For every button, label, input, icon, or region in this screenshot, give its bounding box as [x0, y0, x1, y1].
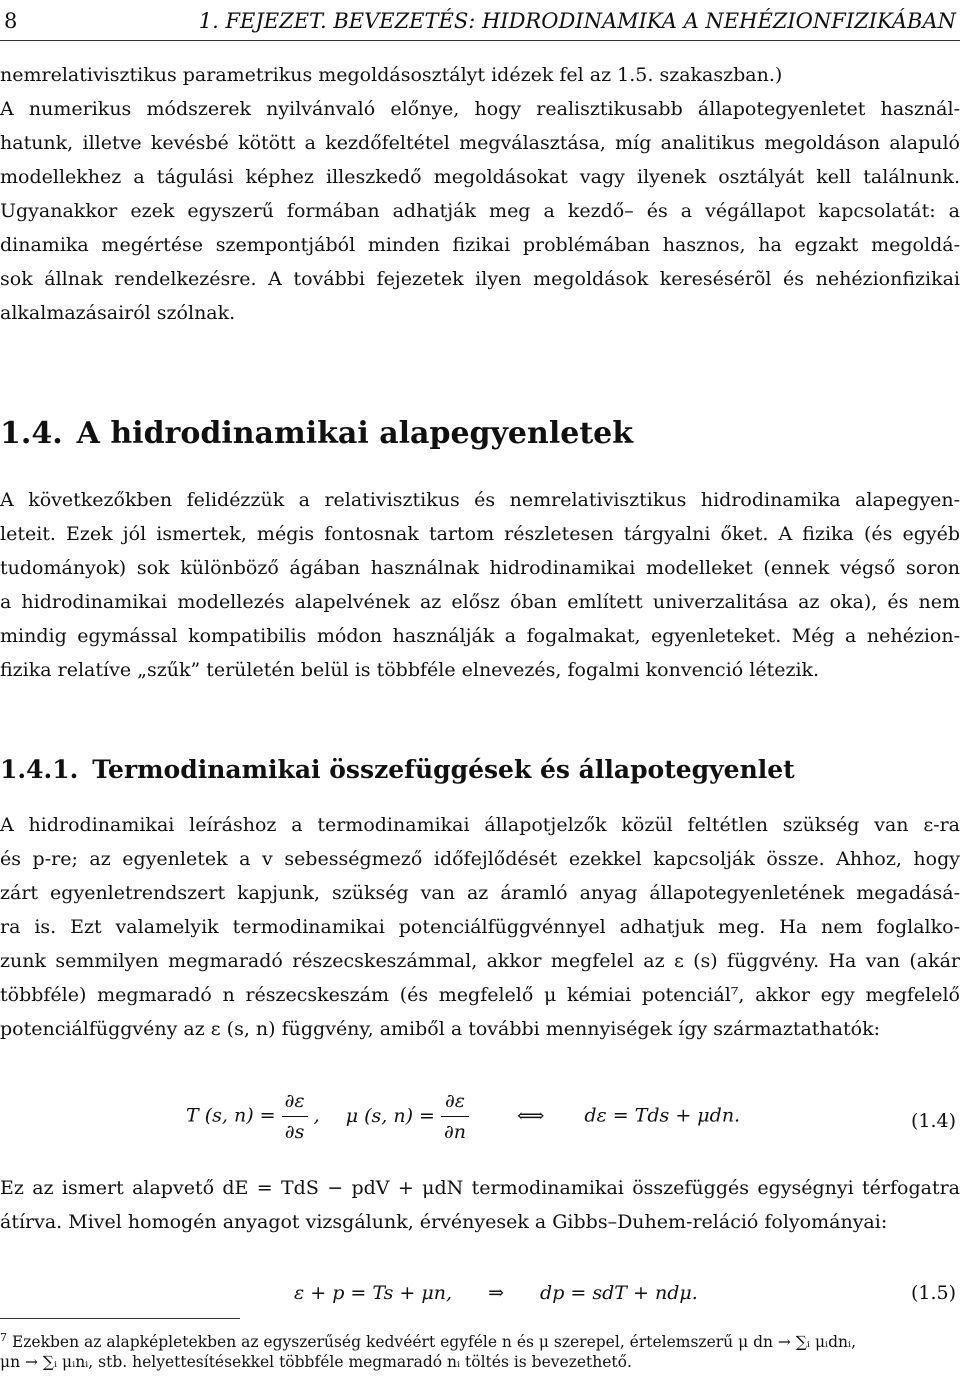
- text-line: Ez az ismert alapvető dE = TdS − pdV + μdN termodinamikai összefüggés egységnyi térfogatra: [0, 1177, 960, 1199]
- fraction-numerator: ∂ε: [441, 1088, 469, 1117]
- text-line: tudományok) sok különböző ágában használnak hidrodinamikai modelleket (ennek végső soron: [0, 557, 960, 579]
- fraction-denominator: ∂n: [443, 1121, 467, 1143]
- subsection-paragraph: [0, 808, 960, 1046]
- footnote-continuation: [0, 1350, 960, 1374]
- eq-separator: ,: [313, 1104, 320, 1127]
- text-line: mindig egymással kompatibilis módon használják a fogalmakat, egyenleteket. Még a nehézion-: [0, 625, 960, 647]
- footnote-line: μn → ∑ᵢ μᵢnᵢ, stb. helyettesítésekkel többféle megmaradó nᵢ töltés is bevezethető.: [0, 1353, 632, 1371]
- section-heading: [0, 412, 960, 456]
- header-rule: [0, 40, 960, 41]
- text-line: sok állnak rendelkezésre. A további fejezetek ilyen megoldások keresésérõl és nehézionfizikai: [0, 268, 960, 290]
- text-line: A hidrodinamikai leíráshoz a termodinamikai állapotjelzők közül feltétlen szükség van ε-ra: [0, 814, 960, 836]
- text-line: átírva. Mivel homogén anyagot vizsgálunk, érvényesek a Gibbs–Duhem-reláció folyományai:: [0, 1211, 888, 1233]
- equivalence-arrow: ⟺: [517, 1104, 545, 1127]
- intro-paragraph: [0, 58, 960, 330]
- text-line: alkalmazásairól szólnak.: [0, 302, 236, 324]
- text-line: dinamika megértése szempontjából minden fizikai problémában hasznos, ha egzakt megoldá-: [0, 234, 960, 256]
- text-line: A numerikus módszerek nyilvánvaló előnye, hogy realisztikusabb állapotegyenletet használ-: [0, 98, 960, 120]
- text-line: leteit. Ezek jól ismertek, mégis fontosnak tartom részletesen tárgyalni őket. A fizika (és egyéb: [0, 523, 960, 545]
- running-header: [0, 6, 960, 36]
- text-line: hatunk, illetve kevésbé kötött a kezdőfeltétel megválasztása, míg analitikus megoldáson alapuló: [0, 132, 960, 154]
- text-line: potenciálfüggvény az ε (s, n) függvény, amiből a további mennyiségek így származtathatók:: [0, 1018, 880, 1040]
- text-line: nemrelativisztikus parametrikus megoldásosztályt idézek fel az 1.5. szakaszban.): [0, 64, 783, 86]
- footnote-rule: [0, 1318, 240, 1319]
- fraction-denominator: ∂s: [284, 1121, 305, 1143]
- equation-1-5: [0, 1276, 960, 1310]
- text-line: A következőkben felidézzük a relativisztikus és nemrelativisztikus hidrodinamika alapegyen-: [0, 489, 960, 511]
- section-number: 1.4.: [0, 416, 63, 451]
- text-line: Ugyanakkor ezek egyszerű formában adhatják meg a kezdő– és a végállapot kapcsolatát: a: [0, 200, 960, 222]
- eq-lhs-temperature: T (s, n) =: [186, 1104, 276, 1127]
- text-line: zárt egyenletrendszert kapjunk, szükség van az áramló anyag állapotegyenletének megadásá-: [0, 882, 960, 904]
- subsection-title: Termodinamikai összefüggések és állapotegyenlet: [92, 755, 795, 784]
- footnote-mark: 7: [0, 1331, 7, 1344]
- eq-lhs-chemical-potential: μ (s, n) =: [345, 1104, 435, 1127]
- eq-right: dp = sdT + ndμ.: [540, 1282, 698, 1304]
- implication-arrow: ⇒: [488, 1282, 504, 1304]
- fraction: [282, 1088, 308, 1145]
- equation-number: (1.5): [910, 1282, 956, 1304]
- text-line: fizika relatíve „szűk” területén belül is többféle elnevezés, fogalmi konvenció létezik.: [0, 659, 820, 681]
- subsection-heading: [0, 751, 960, 789]
- footnote-line: Ezekben az alapképletekben az egyszerűség kedvéért egyféle n és μ szerepel, értelemszerű μ dn → ∑ᵢ μᵢdnᵢ,: [11, 1333, 857, 1352]
- subsection-number: 1.4.1.: [0, 755, 79, 784]
- fraction: [441, 1088, 469, 1145]
- running-title: 1. FEJEZET. BEVEZETÉS: HIDRODINAMIKA A NEHÉZIONFIZIKÁBAN: [198, 9, 956, 33]
- eq-left: ε + p = Ts + μn,: [294, 1282, 453, 1304]
- equation-1-4: [0, 1088, 960, 1154]
- section-paragraph: [0, 483, 960, 687]
- after-eq-paragraph: [0, 1171, 960, 1239]
- section-title: A hidrodinamikai alapegyenletek: [76, 416, 634, 451]
- text-line: a hidrodinamikai modellezés alapelvének az elősz óban említett univerzalitása az oka), és nem: [0, 591, 960, 613]
- text-line: ra is. Ezt valamelyik termodinamikai potenciálfüggvénnyel adhatjuk meg. Ha nem foglalko-: [0, 916, 960, 938]
- text-line: többféle) megmaradó n részecskeszám (és megfelelő μ kémiai potenciál⁷, akkor egy megfelelő: [0, 984, 960, 1006]
- text-line: zunk semmilyen megmaradó részecskeszámmal, akkor megfelel az ε (s) függvény. Ha van (akár: [0, 950, 960, 972]
- eq-rhs: dε = Tds + μdn.: [584, 1104, 741, 1127]
- text-line: és p-re; az egyenletek a v sebességmező időfejlődését ezekkel kapcsolják össze. Ahhoz, hogy: [0, 848, 960, 870]
- equation-body: [186, 1088, 740, 1145]
- equation-body: [294, 1276, 698, 1310]
- fraction-numerator: ∂ε: [282, 1088, 308, 1117]
- equation-number: (1.4): [910, 1110, 956, 1132]
- page-number: 8: [4, 9, 18, 33]
- text-line: modellekhez a tágulási képhez illeszkedő megoldásokat vagy ilyenek osztályát kell találnunk.: [0, 166, 960, 188]
